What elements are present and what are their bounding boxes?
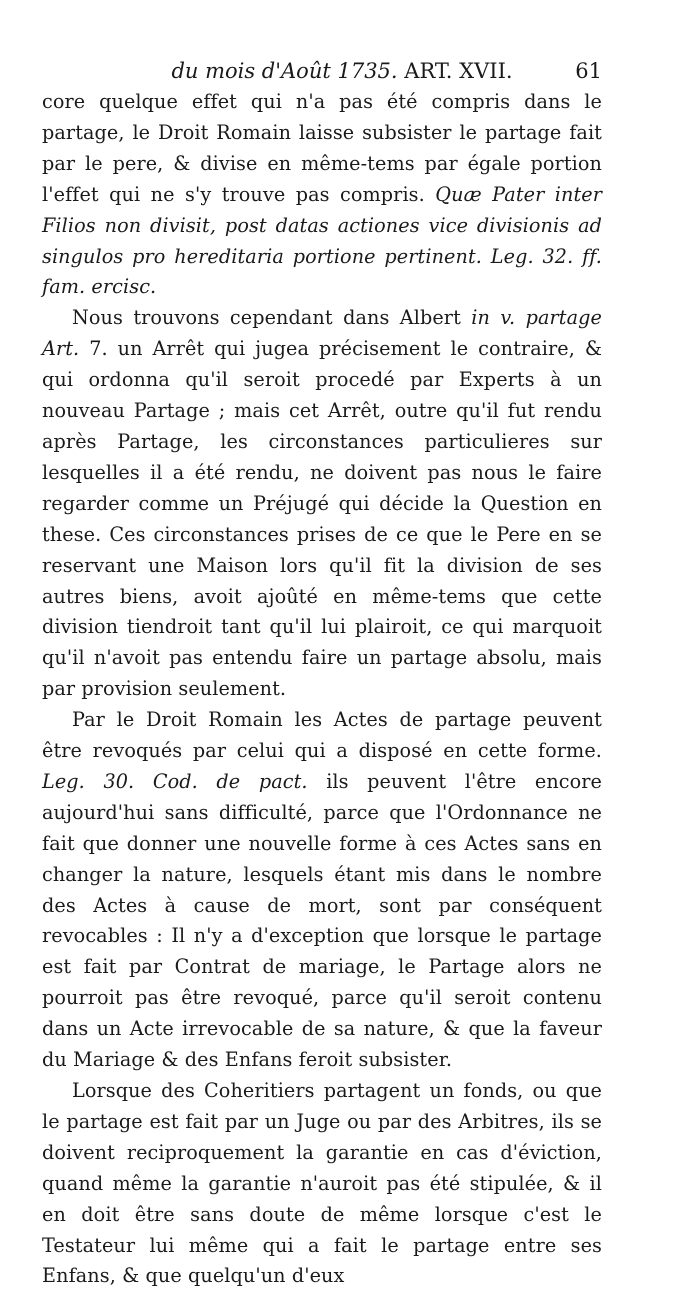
albert-reference: in v. partage Art.: [42, 306, 602, 361]
paragraph-1: [42, 87, 602, 303]
paragraph-4: [42, 1076, 602, 1292]
body-text: [42, 87, 602, 1292]
document-page: [42, 55, 602, 1292]
paragraph-3-lead: Par le Droit Romain les Actes de partage peuvent être revoqués par celui qui a disposé en cette forme.: [42, 708, 602, 763]
paragraph-3: [42, 705, 602, 1076]
paragraph-2-text: 7. un Arrêt qui jugea précisement le contraire, & qui ordonna qu'il seroit procedé par Experts à un nouveau Partage ; mais cet Arrêt, outre qu'il fut rendu après Partage, les circonstances particulieres sur lesquelles il a été rendu, ne doivent pas nous le faire regarder comme un Préjugé qui décide la Question en these. Ces circonstances prises de ce que le Pere en se reservant une Maison lors qu'il fit la division de ses autres biens, avoit ajoûté en même-tems que cette division tiendroit tant qu'il lui plairoit, ce qui marquoit qu'il n'avoit pas entendu faire un partage absolu, mais par provision seulement.: [42, 337, 603, 701]
page-number: 61: [575, 59, 602, 83]
paragraph-2: [42, 303, 602, 705]
running-header: [42, 55, 602, 87]
running-title: du mois d'Août 1735.: [171, 59, 398, 83]
paragraph-2-lead: Nous trouvons cependant dans Albert: [72, 306, 461, 330]
article-number: ART. XVII.: [404, 59, 513, 83]
paragraph-1-text: core quelque effet qui n'a pas été compris dans le partage, le Droit Romain laisse subsister le partage fait par le pere, & divise en même-tems par égale portion l'effet qui ne s'y trouve pas compris.: [42, 90, 602, 206]
latin-citation: Quæ Pater inter Filios non divisit, post datas actiones vice divisionis ad singulos pro hereditaria portione pertinent. Leg. 32. ff. fam. ercisc.: [42, 182, 603, 299]
paragraph-3-text: ils peuvent l'être encore aujourd'hui sans difficulté, parce que l'Ordonnance ne fait que donner une nouvelle forme à ces Actes sans en changer la nature, lesquels étant mis dans le nombre des Actes à cause de mort, sont par conséquent revocables : Il n'y a d'exception que lorsque le partage est fait par Contrat de mariage, le Partage alors ne pourroit pas être revoqué, parce qu'il seroit contenu dans un Acte irrevocable de sa nature, & que la faveur du Mariage & des Enfans feroit subsister.: [42, 769, 603, 1072]
paragraph-4-text: Lorsque des Coheritiers partagent un fonds, ou que le partage est fait par un Juge ou par des Arbitres, ils se doivent reciproquement la garantie en cas d'éviction, quand même la garantie n'auroit pas été stipulée, & il en doit être sans doute de même lorsque c'est le Testateur lui même qui a fait le partage entre ses Enfans, & que quelqu'un d'eux: [42, 1079, 602, 1288]
code-reference: Leg. 30. Cod. de pact.: [42, 769, 308, 793]
